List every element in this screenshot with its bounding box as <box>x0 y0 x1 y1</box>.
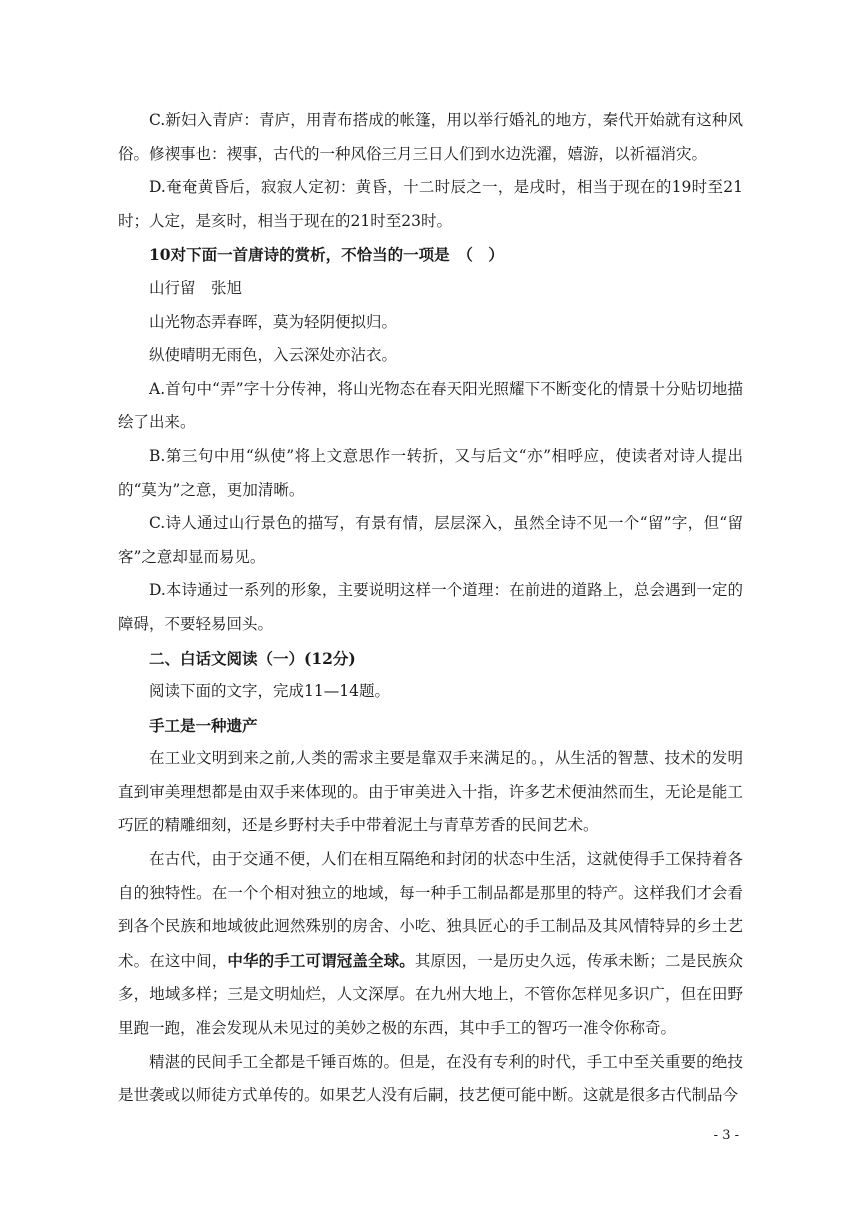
reading-instruction: 阅读下面的文字，完成11—14题。 <box>149 682 390 701</box>
poem-line-1: 山光物态弄春晖，莫为轻阴便拟归。 <box>149 312 398 331</box>
emphasized-sentence: 中华的手工可谓冠盖全球。 <box>227 950 415 970</box>
section-heading: 二、白话文阅读（一）(12分) <box>149 648 356 668</box>
answer-option-d: D.本诗通过一系列的形象，主要说明这样一个道理：在前进的道路上，总会遇到一定的障碍，不要轻易回头。 <box>118 581 743 633</box>
answer-option-a: A.首句中“弄”字十分传神，将山光物态在春天阳光照耀下不断变化的情景十分贴切地描绘了出来。 <box>118 379 743 432</box>
option-d-paragraph: D.奄奄黄昏后，寂寂人定初：黄昏，十二时辰之一，是戌时，相当于现在的19时至21时；人定，是亥时，相当于现在的21时至23时。 <box>118 178 743 230</box>
article-title: 手工是一种遗产 <box>149 715 258 735</box>
document-body <box>118 104 743 1113</box>
article-paragraph-1: 在工业文明到来之前,人类的需求主要是靠双手来满足的。，从生活的智慧、技术的发明直到审美理想都是由双手来体现的。由于审美进入十指，许多艺术便油然而生，无论是能工巧匠的精雕细刻，还是乡野村夫手中带着泥土与青草芳香的民间艺术。 <box>118 749 743 835</box>
paragraph-text-after: 其原因，一是历史久远，传承未断；二是民族众多，地域多样；三是文明灿烂，人文深厚。在九州大地上，不管你怎样见多识广，但在田野里跑一跑，准会发现从未见过的美妙之极的东西，其中手工的智巧一准令你称奇。 <box>118 951 743 1038</box>
article-paragraph-3: 精湛的民间手工全都是千锤百炼的。但是，在没有专利的时代，手工中至关重要的绝技是世袭或以师徒方式单传的。如果艺人没有后嗣，技艺便可能中断。这就是很多古代制品今 <box>118 1052 743 1105</box>
paragraph-text-before: 在古代，由于交通不便，人们在相互隔绝和封闭的状态中生活，这就使得手工保持着各自的独特性。在一个个相对独立的地域，每一种手工制品都是那里的特产。这样我们才会看到各个民族和地域彼此迥然殊别的房舍、小吃、独具匠心的手工制品及其风情特异的乡土艺术。在这中间， <box>118 850 743 970</box>
answer-option-b: B.第三句中用“纵使”将上文意思作一转折，又与后文“亦”相呼应，使读者对诗人提出的“莫为”之意，更加清晰。 <box>118 446 743 499</box>
poem-line-2: 纵使晴明无雨色，入云深处亦沾衣。 <box>149 346 398 365</box>
answer-option-c: C.诗人通过山行景色的描写，有景有情，层层深入，虽然全诗不见一个“留”字，但“留客”之意却显而易见。 <box>118 514 743 566</box>
page-number: - 3 - <box>713 1128 739 1143</box>
question-10-heading: 10对下面一首唐诗的赏析，不恰当的一项是 （ ） <box>149 245 504 265</box>
option-c-paragraph: C.新妇入青庐：青庐，用青布搭成的帐篷，用以举行婚礼的地方，秦代开始就有这种风俗。修禊事也：禊事，古代的一种风俗三月三日人们到水边洗濯，嬉游，以祈福消灾。 <box>118 111 743 163</box>
poem-title: 山行留 张旭 <box>149 278 243 297</box>
article-paragraph-2 <box>118 843 743 1046</box>
